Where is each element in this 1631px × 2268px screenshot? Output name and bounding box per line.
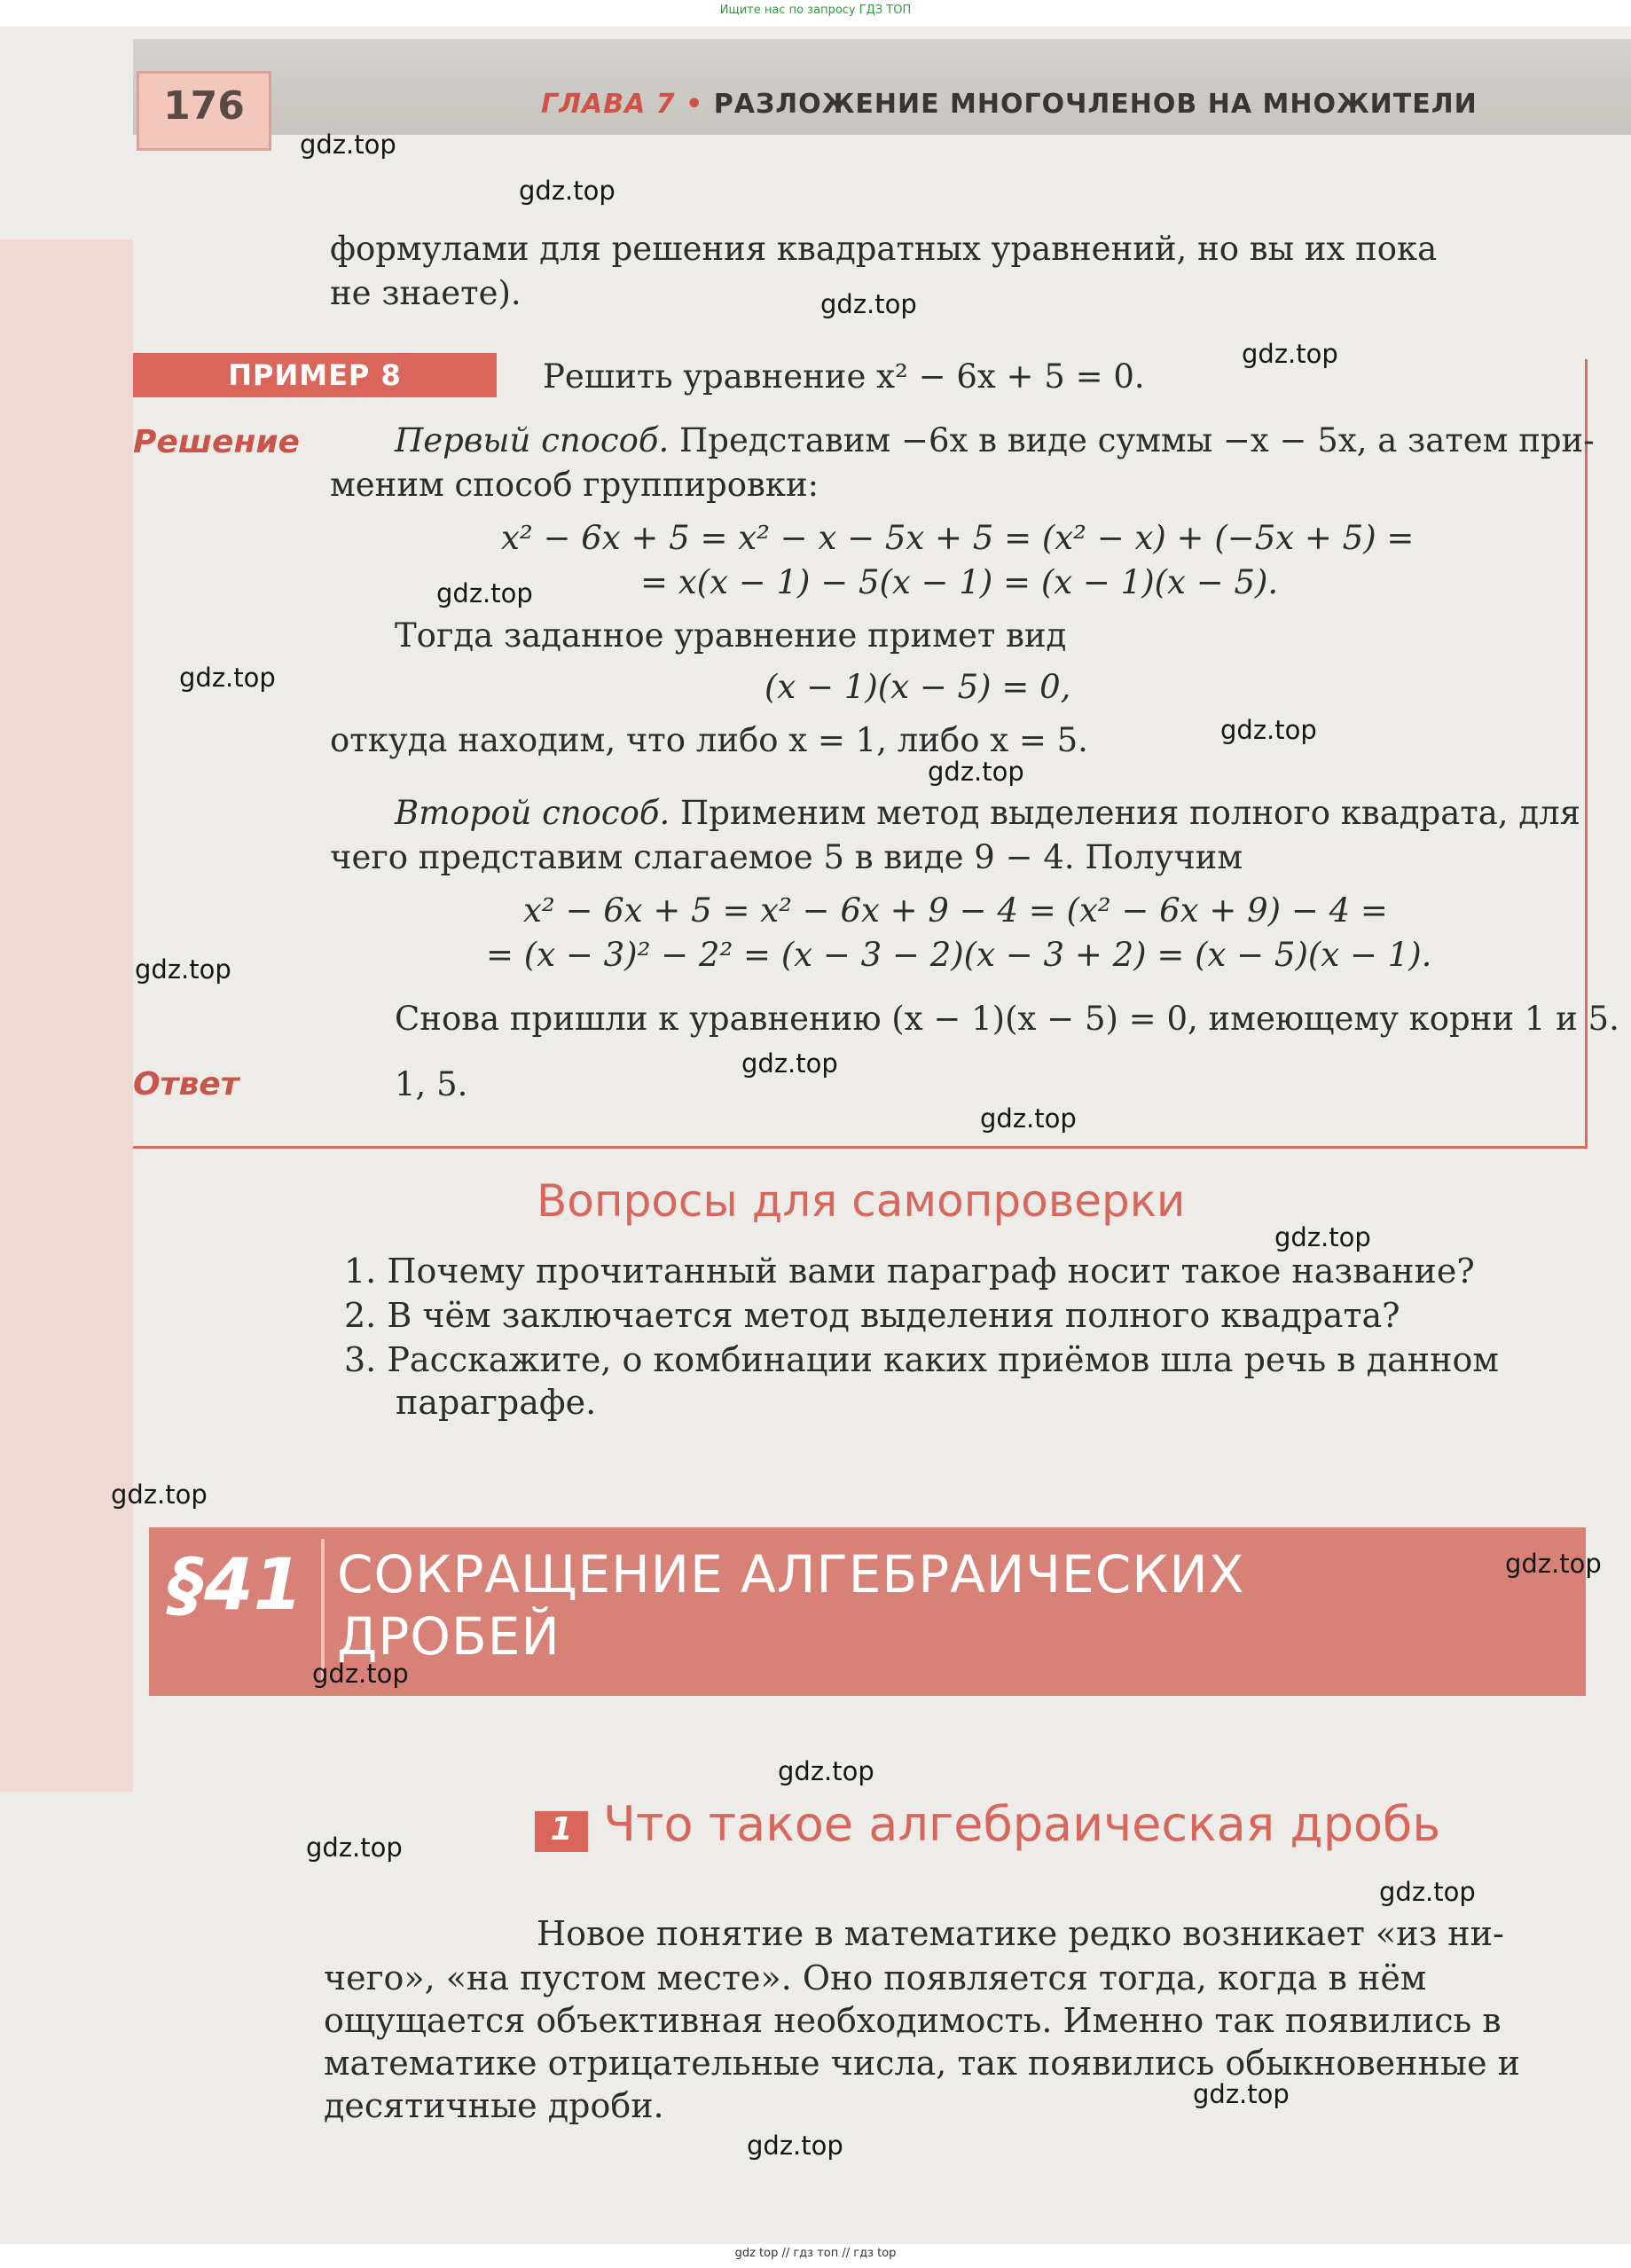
- top-note: Ищите нас по запросу ГДЗ ТОП: [719, 4, 912, 17]
- method2-line-1: [395, 791, 1580, 836]
- chapter-header: [541, 89, 1478, 120]
- chapter-label: ГЛАВА 7: [541, 89, 676, 120]
- equation-3-line-1: x² − 6x + 5 = x² − 6x + 9 − 4 = (x² − 6x + 9) − 4 =: [523, 891, 1388, 930]
- subsection-number: 1: [550, 1811, 573, 1848]
- watermark: gdz.top: [928, 757, 1024, 787]
- bottom-note: gdz top // гдз топ // гдз top: [734, 2247, 897, 2260]
- paragraph-line-5: десятичные дроби.: [324, 2086, 664, 2125]
- watermark: gdz.top: [312, 1659, 409, 1689]
- watermark: gdz.top: [135, 954, 231, 985]
- watermark: gdz.top: [179, 663, 276, 693]
- answer-label: Ответ: [133, 1066, 239, 1103]
- method1-name: Первый способ.: [395, 421, 670, 459]
- watermark: gdz.top: [1242, 339, 1338, 369]
- question-3-continued: параграфе.: [396, 1383, 597, 1422]
- watermark: gdz.top: [519, 176, 616, 206]
- chapter-title: РАЗЛОЖЕНИЕ МНОГОЧЛЕНОВ НА МНОЖИТЕЛИ: [713, 89, 1478, 120]
- chapter-bullet: •: [686, 89, 704, 120]
- watermark: gdz.top: [1505, 1549, 1602, 1579]
- watermark: gdz.top: [778, 1756, 874, 1786]
- question-number: 2.: [344, 1296, 377, 1335]
- question-number: 1.: [344, 1252, 377, 1291]
- watermark: gdz.top: [741, 1048, 838, 1079]
- example-task: Решить уравнение x² − 6x + 5 = 0.: [543, 357, 1145, 396]
- method2-line-2: чего представим слагаемое 5 в виде 9 − 4. Получим: [330, 838, 1243, 876]
- header-bar: [133, 39, 1631, 135]
- watermark: gdz.top: [1274, 1222, 1371, 1252]
- questions-title: Вопросы для самопроверки: [537, 1175, 1186, 1227]
- again-text: Снова пришли к уравнению (x − 1)(x − 5) = 0, имеющему корни 1 и 5.: [395, 1000, 1619, 1038]
- equation-1-line-2: = x(x − 1) − 5(x − 1) = (x − 1)(x − 5).: [640, 563, 1279, 601]
- equation-2: (x − 1)(x − 5) = 0,: [765, 668, 1071, 706]
- question-text: Почему прочитанный вами параграф носит такое название?: [387, 1252, 1475, 1291]
- intro-line-2: не знаете).: [330, 274, 521, 312]
- watermark: gdz.top: [1193, 2079, 1290, 2109]
- intro-line-1: формулами для решения квадратных уравнений, но вы их пока: [330, 230, 1438, 268]
- watermark: gdz.top: [1379, 1877, 1476, 1907]
- question-text: В чём заключается метод выделения полного квадрата?: [387, 1296, 1400, 1335]
- watermark: gdz.top: [306, 1832, 403, 1863]
- left-margin-band: [0, 239, 133, 1792]
- watermark: gdz.top: [436, 578, 533, 608]
- watermark: gdz.top: [747, 2131, 843, 2161]
- equation-1-line-1: x² − 6x + 5 = x² − x − 5x + 5 = (x² − x) + (−5x + 5) =: [501, 519, 1415, 557]
- paragraph-line-2: чего», «на пустом месте». Оно появляется тогда, когда в нём: [324, 1958, 1427, 1997]
- method1-text: Представим −6x в виде суммы −x − 5x, а затем при-: [669, 421, 1595, 459]
- question-number: 3.: [344, 1340, 377, 1379]
- paragraph-line-4: математике отрицательные числа, так появились обыкновенные и: [324, 2044, 1520, 2083]
- watermark: gdz.top: [111, 1479, 208, 1510]
- answer-value: 1, 5.: [395, 1065, 468, 1103]
- section-title: [337, 1543, 1245, 1668]
- paragraph-line-3: ощущается объективная необходимость. Именно так появились в: [324, 2001, 1502, 2040]
- page-number: 176: [163, 83, 245, 129]
- question-2: [344, 1293, 1400, 1338]
- equation-3-line-2: = (x − 3)² − 2² = (x − 3 − 2)(x − 3 + 2) = (x − 5)(x − 1).: [486, 936, 1432, 974]
- section-title-line-1: СОКРАЩЕНИЕ АЛГЕБРАИЧЕСКИХ: [337, 1544, 1245, 1605]
- paragraph-line-1: Новое понятие в математике редко возникает «из ни-: [537, 1914, 1504, 1953]
- watermark: gdz.top: [300, 129, 396, 160]
- subsection-title: Что такое алгебраическая дробь: [603, 1796, 1441, 1852]
- section-number: §41: [169, 1543, 303, 1626]
- example-label: ПРИМЕР 8: [228, 358, 402, 392]
- then-text: Тогда заданное уравнение примет вид: [395, 616, 1067, 655]
- question-1: [344, 1249, 1475, 1293]
- watermark: gdz.top: [820, 289, 917, 319]
- method2-name: Второй способ.: [395, 794, 670, 832]
- watermark: gdz.top: [980, 1103, 1077, 1134]
- watermark: gdz.top: [1220, 715, 1317, 745]
- method2-text: Применим метод выделения полного квадрата, для: [670, 794, 1580, 832]
- method1-line-1: [395, 419, 1595, 463]
- question-3: [344, 1338, 1499, 1382]
- section-title-line-2: ДРОБЕЙ: [337, 1606, 561, 1667]
- question-text: Расскажите, о комбинации каких приёмов шла речь в данном: [387, 1340, 1499, 1379]
- solution-label: Решение: [133, 424, 300, 460]
- method1-line-2: меним способ группировки:: [330, 466, 819, 504]
- whence-text: откуда находим, что либо x = 1, либо x = 5.: [330, 721, 1088, 759]
